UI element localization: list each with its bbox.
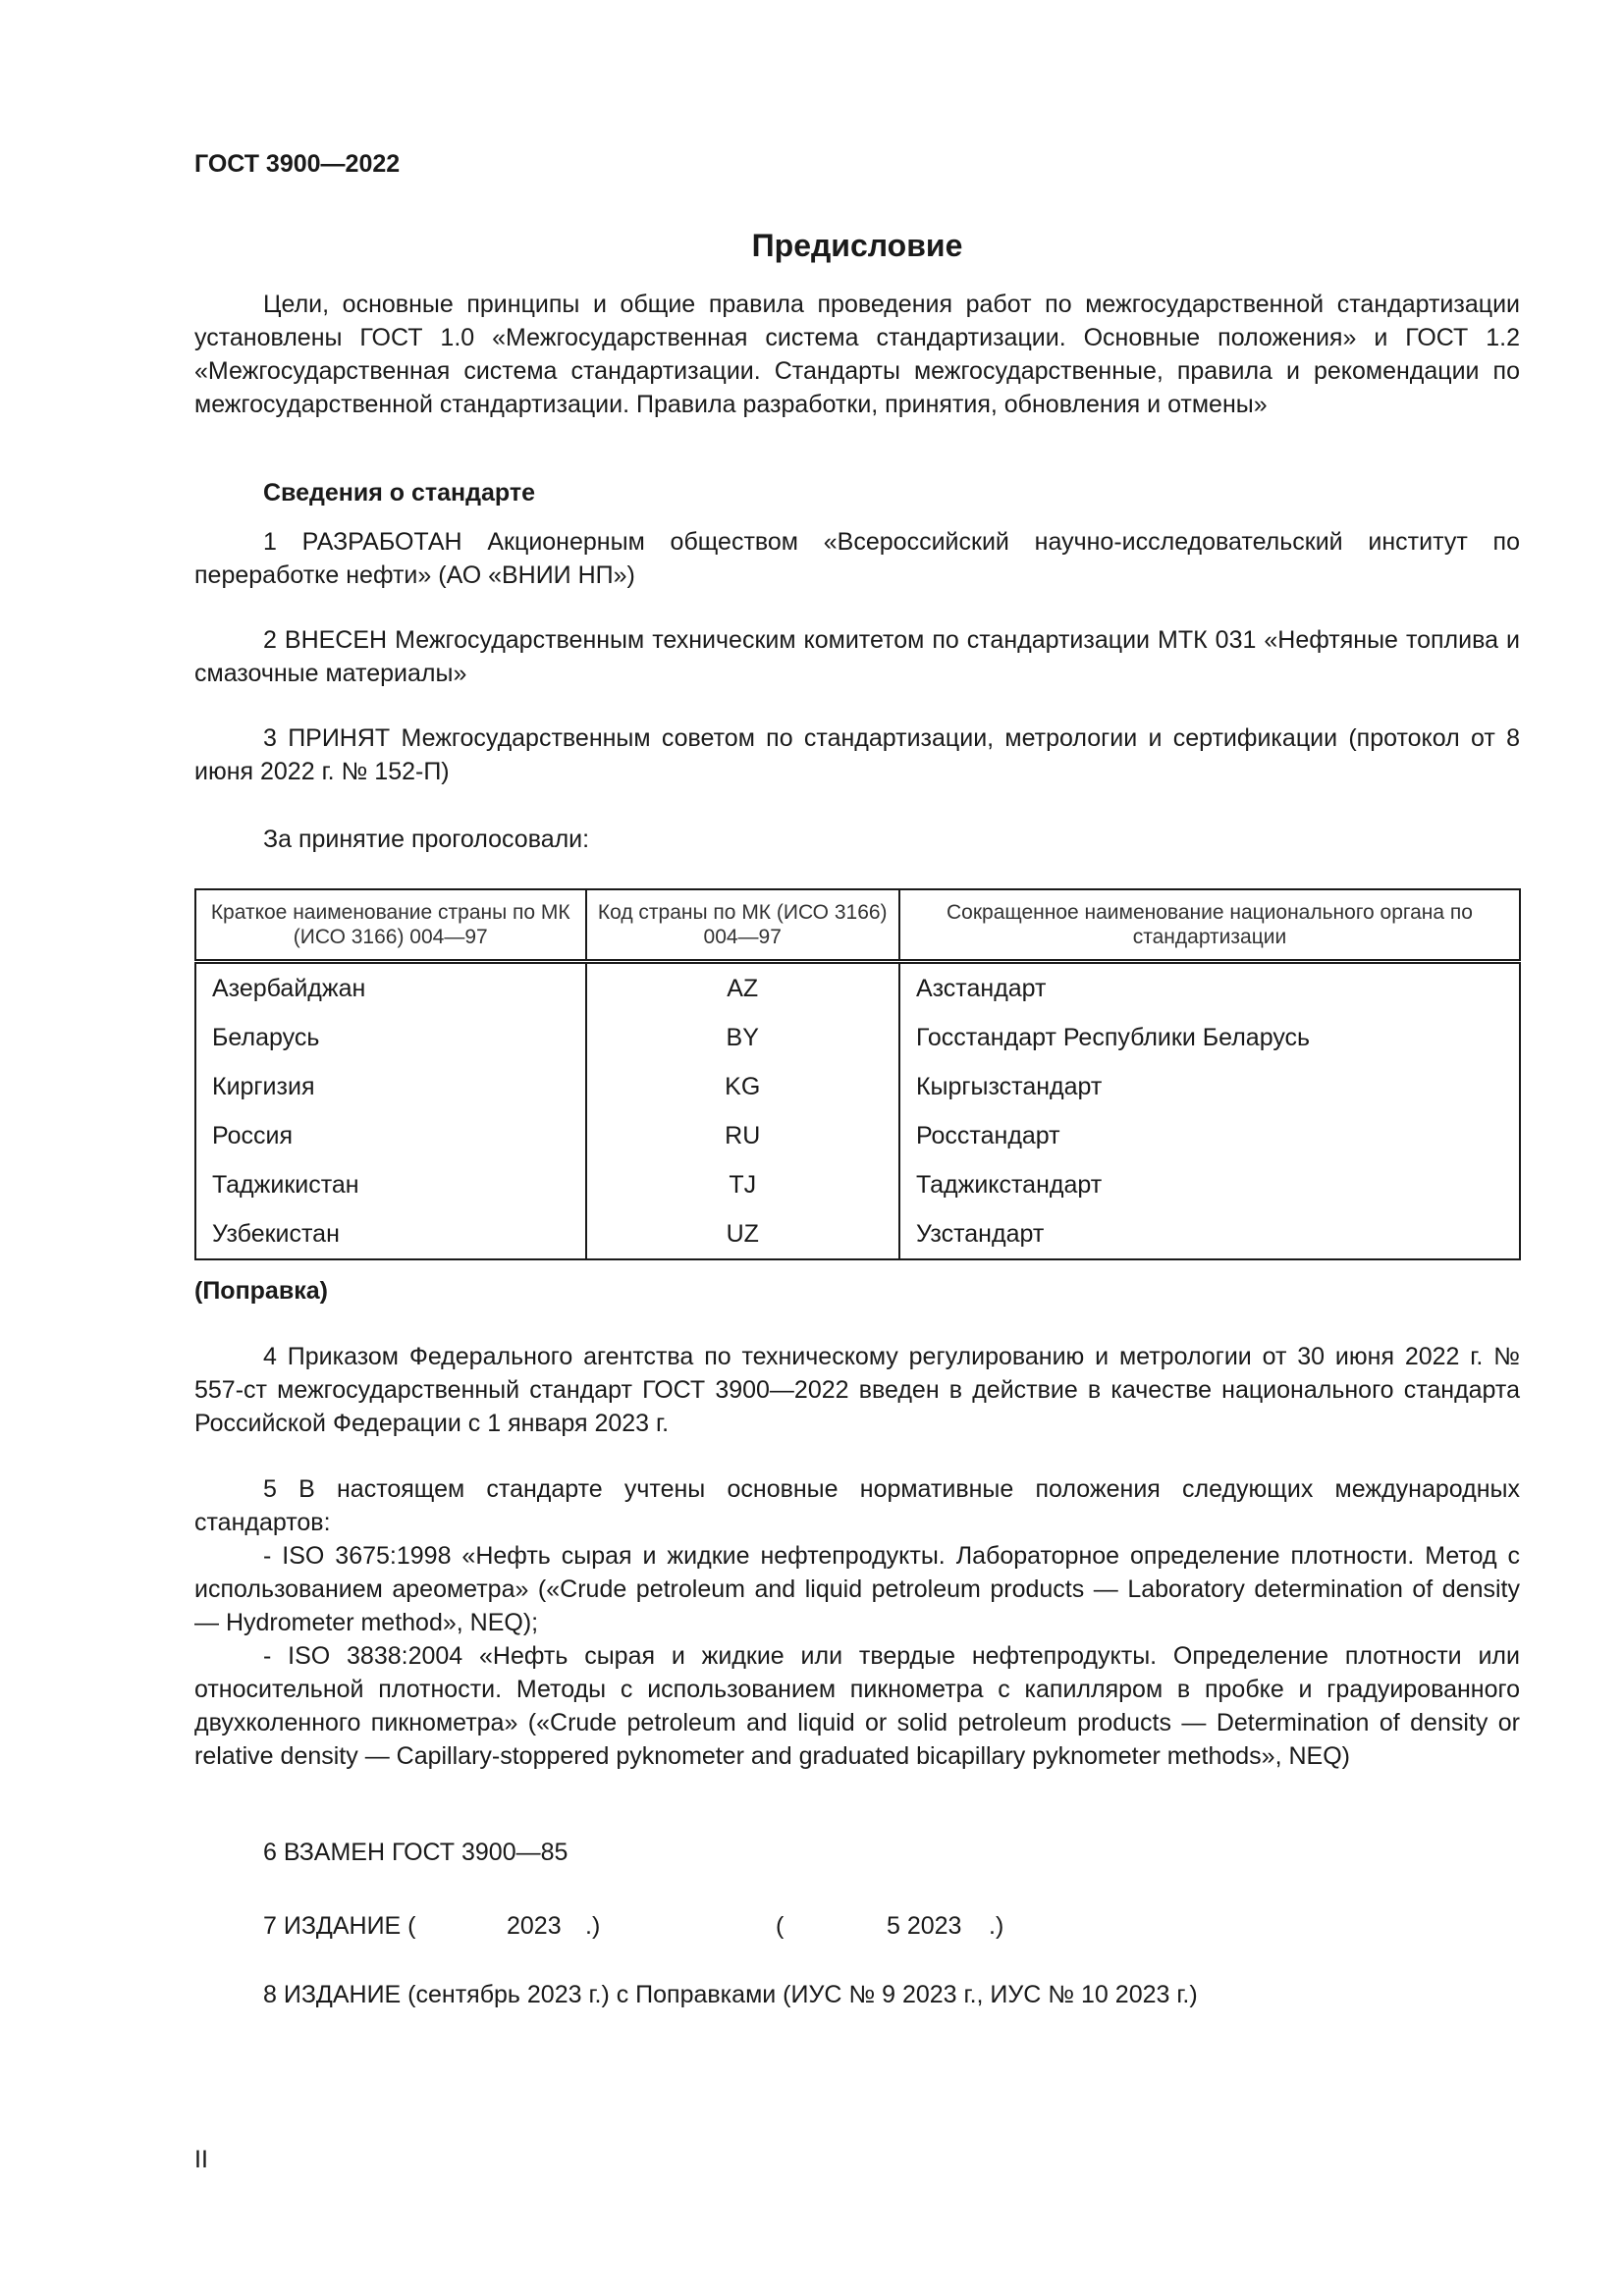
- document-code: ГОСТ 3900—2022: [194, 150, 401, 178]
- country-cell: Беларусь: [195, 1013, 586, 1062]
- table-row: [195, 1013, 1520, 1062]
- item-7-close: .): [585, 1912, 601, 1940]
- item-7-label: 7 ИЗДАНИЕ (: [263, 1912, 416, 1940]
- item-2-text: 2 ВНЕСЕН Межгосударственным техническим комитетом по стандартизации МТК 031 «Нефтяные топлива и смазочные материалы»: [194, 626, 1520, 687]
- code-cell: RU: [586, 1111, 899, 1160]
- body-cell: Таджикстандарт: [899, 1160, 1520, 1209]
- country-cell: Россия: [195, 1111, 586, 1160]
- info-heading: Сведения о стандарте: [263, 479, 536, 507]
- column-header-country: Краткое наименование страны по МК (ИСО 3166) 004—97: [195, 889, 586, 962]
- country-cell: Таджикистан: [195, 1160, 586, 1209]
- item-6: 6 ВЗАМЕН ГОСТ 3900—85: [263, 1839, 568, 1866]
- item-8: 8 ИЗДАНИЕ (сентябрь 2023 г.) с Поправками (ИУС № 9 2023 г., ИУС № 10 2023 г.): [263, 1981, 1198, 2008]
- page-number: II: [194, 2146, 208, 2173]
- item-1: [194, 525, 1520, 592]
- item-1-text: 1 РАЗРАБОТАН Акционерным обществом «Всероссийский научно-исследовательский институт по переработке нефти» (АО «ВНИИ НП»): [194, 528, 1520, 589]
- table-row: [195, 962, 1520, 1014]
- code-cell: BY: [586, 1013, 899, 1062]
- column-header-body: Сокращенное наименование национального органа по стандартизации: [899, 889, 1520, 962]
- item-4: [194, 1340, 1520, 1440]
- item-2: [194, 623, 1520, 690]
- item-7-year: 2023: [507, 1912, 562, 1940]
- column-header-code: Код страны по МК (ИСО 3166) 004—97: [586, 889, 899, 962]
- page-title: Предисловие: [751, 228, 963, 263]
- body-cell: Госстандарт Республики Беларусь: [899, 1013, 1520, 1062]
- amendment-label: (Поправка): [194, 1277, 328, 1305]
- table-header-row: [195, 889, 1520, 962]
- country-cell: Киргизия: [195, 1062, 586, 1111]
- item-7-open2: (: [776, 1912, 785, 1940]
- table-row: [195, 1111, 1520, 1160]
- country-cell: Азербайджан: [195, 962, 586, 1014]
- item-3: [194, 721, 1520, 788]
- voted-label: За принятие проголосовали:: [263, 826, 590, 853]
- code-cell: UZ: [586, 1209, 899, 1259]
- item-5-iso-3838: - ISO 3838:2004 «Нефть сырая и жидкие или твердые нефтепродукты. Определение плотности или относительной плотности. Методы с использованием пикнометра с капилляром в пробке и градуированного двухколенного пикнометра» («Crude petroleum and liquid or solid petroleum products — Determination of density or relative density — Capillary-stoppered pyknometer and graduated bicapillary pyknometer methods», NEQ): [194, 1642, 1520, 1770]
- table-row: [195, 1062, 1520, 1111]
- country-cell: Узбекистан: [195, 1209, 586, 1259]
- item-7-close2: .): [989, 1912, 1004, 1940]
- code-cell: KG: [586, 1062, 899, 1111]
- item-5-text: 5 В настоящем стандарте учтены основные нормативные положения следующих международных стандартов:: [194, 1475, 1520, 1536]
- body-cell: Росстандарт: [899, 1111, 1520, 1160]
- code-cell: AZ: [586, 962, 899, 1014]
- item-5-iso-3675: - ISO 3675:1998 «Нефть сырая и жидкие нефтепродукты. Лабораторное определение плотности. Метод с использованием ареометра» («Crude petroleum and liquid petroleum products — Laboratory determination of density — Hydrometer method», NEQ);: [194, 1542, 1520, 1636]
- item-3-text: 3 ПРИНЯТ Межгосударственным советом по стандартизации, метрологии и сертификации (протокол от 8 июня 2022 г. № 152-П): [194, 724, 1520, 785]
- intro-text: Цели, основные принципы и общие правила проведения работ по межгосударственной стандартизации установлены ГОСТ 1.0 «Межгосударственная система стандартизации. Основные положения» и ГОСТ 1.2 «Межгосударственная система стандартизации. Стандарты межгосударственные, правила и рекомендации по межгосударственной стандартизации. Правила разработки, принятия, обновления и отмены»: [194, 291, 1520, 418]
- table-row: [195, 1209, 1520, 1259]
- body-cell: Кыргызстандарт: [899, 1062, 1520, 1111]
- member-states-table: [194, 888, 1521, 1260]
- intro-paragraph: [194, 288, 1520, 421]
- body-cell: Узстандарт: [899, 1209, 1520, 1259]
- code-cell: TJ: [586, 1160, 899, 1209]
- item-7-number: 5 2023: [887, 1912, 962, 1940]
- body-cell: Азстандарт: [899, 962, 1520, 1014]
- table-row: [195, 1160, 1520, 1209]
- item-5: [194, 1472, 1520, 1773]
- item-4-text: 4 Приказом Федерального агентства по техническому регулированию и метрологии от 30 июня 2022 г. № 557-ст межгосударственный стандарт ГОСТ 3900—2022 введен в действие в качестве национального стандарта Российской Федерации с 1 января 2023 г.: [194, 1343, 1520, 1437]
